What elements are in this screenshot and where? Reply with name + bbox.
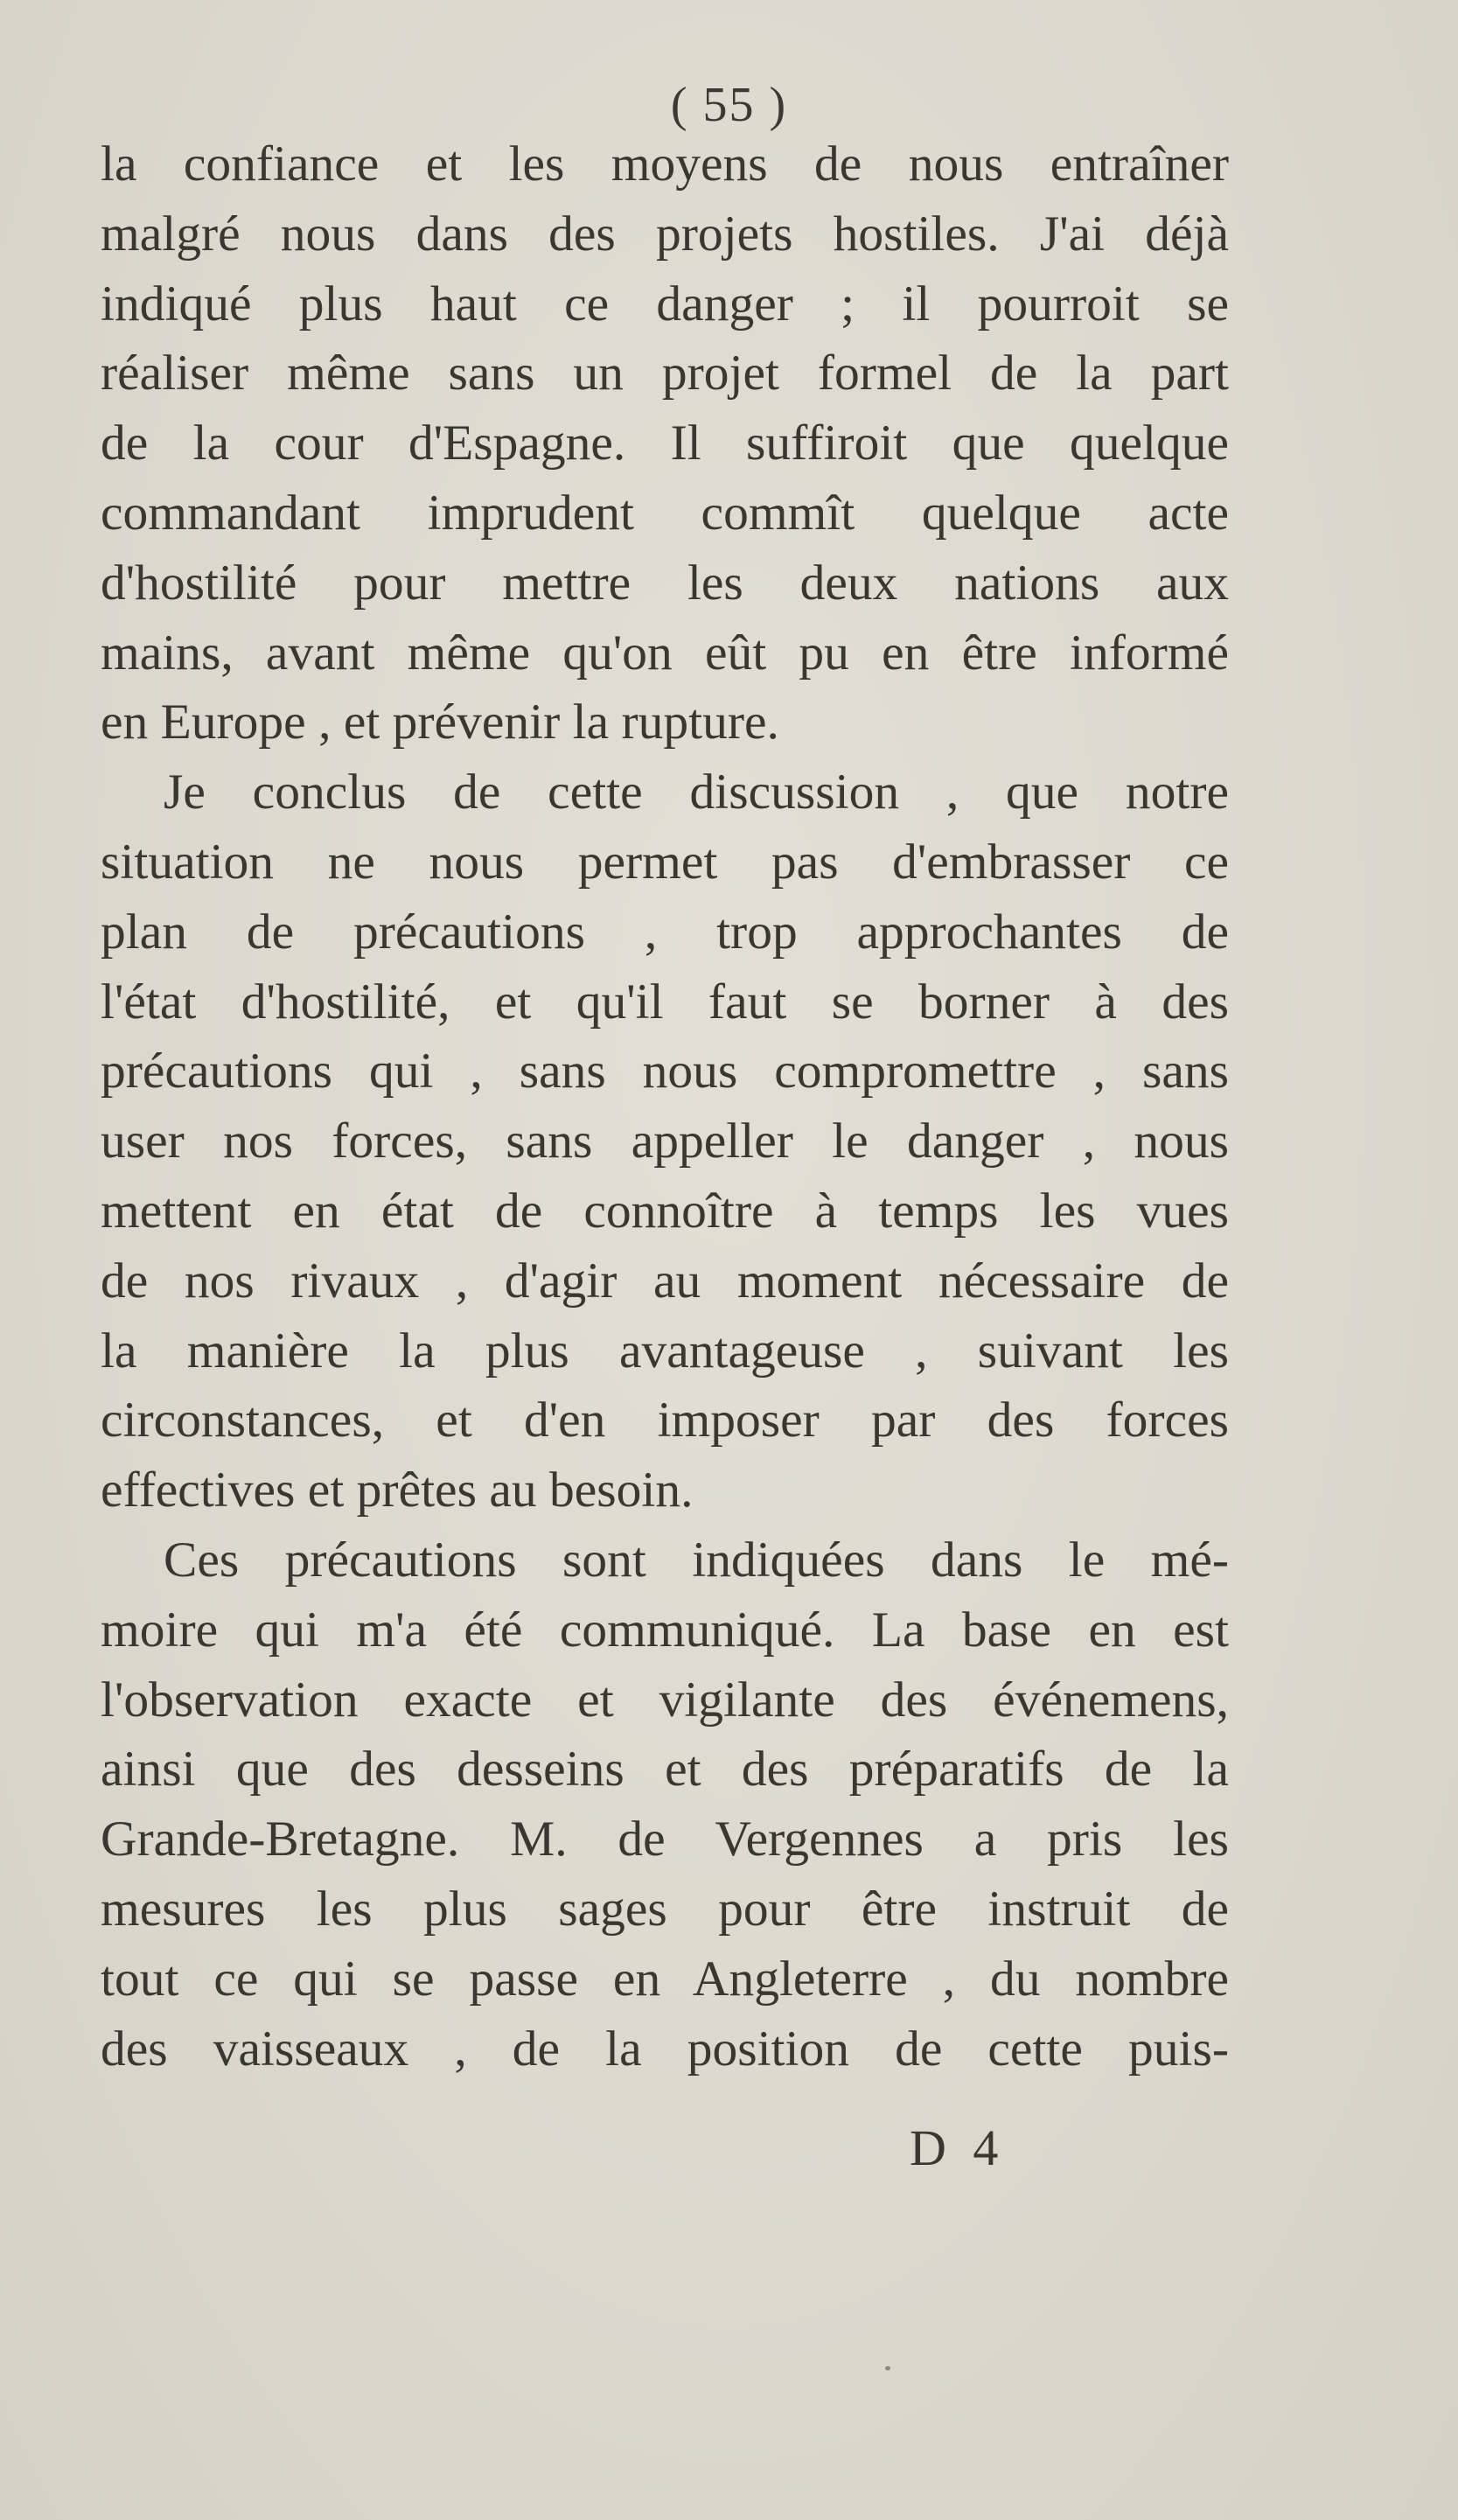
text-line: la manière la plus avantageuse , suivant les xyxy=(101,1323,1229,1379)
text-line: indiqué plus haut ce danger ; il pourroit se xyxy=(101,276,1229,332)
text-line: commandant imprudent commît quelque acte xyxy=(101,485,1229,541)
text-line: de nos rivaux , d'agir au moment nécessaire de xyxy=(101,1253,1229,1309)
text-line: en Europe , et prévenir la rupture. xyxy=(101,695,779,750)
text-line: de la cour d'Espagne. Il suffiroit que quelque xyxy=(101,415,1229,471)
text-line: ainsi que des desseins et des préparatifs de la xyxy=(101,1742,1229,1798)
paragraph-first-line: Ces précautions sont indiquées dans le mé- xyxy=(164,1532,1229,1588)
text-line: situation ne nous permet pas d'embrasser ce xyxy=(101,834,1229,890)
text-line: malgré nous dans des projets hostiles. J'ai déjà xyxy=(101,206,1229,262)
text-line: Grande-Bretagne. M. de Vergennes a pris les xyxy=(101,1811,1229,1867)
text-line: moire qui m'a été communiqué. La base en est xyxy=(101,1602,1229,1658)
text-line: l'observation exacte et vigilante des événemens, xyxy=(101,1672,1229,1728)
text-line: l'état d'hostilité, et qu'il faut se borner à des xyxy=(101,974,1229,1030)
text-line: plan de précautions , trop approchantes de xyxy=(101,904,1229,960)
signature-mark: D 4 xyxy=(910,2119,1006,2176)
paper-speck xyxy=(885,2366,890,2370)
paragraph-first-line: Je conclus de cette discussion , que notre xyxy=(164,764,1229,820)
text-line: circonstances, et d'en imposer par des forces xyxy=(101,1393,1229,1448)
text-line: tout ce qui se passe en Angleterre , du nombre xyxy=(101,1951,1229,2007)
text-line: mettent en état de connoître à temps les vues xyxy=(101,1183,1229,1239)
page-number: ( 55 ) xyxy=(670,78,788,132)
text-line: mains, avant même qu'on eût pu en être informé xyxy=(101,625,1229,681)
text-line: réaliser même sans un projet formel de la part xyxy=(101,346,1229,401)
text-line: des vaisseaux , de la position de cette puis- xyxy=(101,2021,1229,2077)
text-line: la confiance et les moyens de nous entraîner xyxy=(101,136,1229,192)
text-line: précautions qui , sans nous compromettre , sans xyxy=(101,1044,1229,1099)
text-line: user nos forces, sans appeller le danger , nous xyxy=(101,1113,1229,1169)
text-line: d'hostilité pour mettre les deux nations aux xyxy=(101,555,1229,611)
text-line: effectives et prêtes au besoin. xyxy=(101,1462,694,1518)
text-line: mesures les plus sages pour être instruit de xyxy=(101,1881,1229,1937)
body-text xyxy=(101,129,1229,2084)
